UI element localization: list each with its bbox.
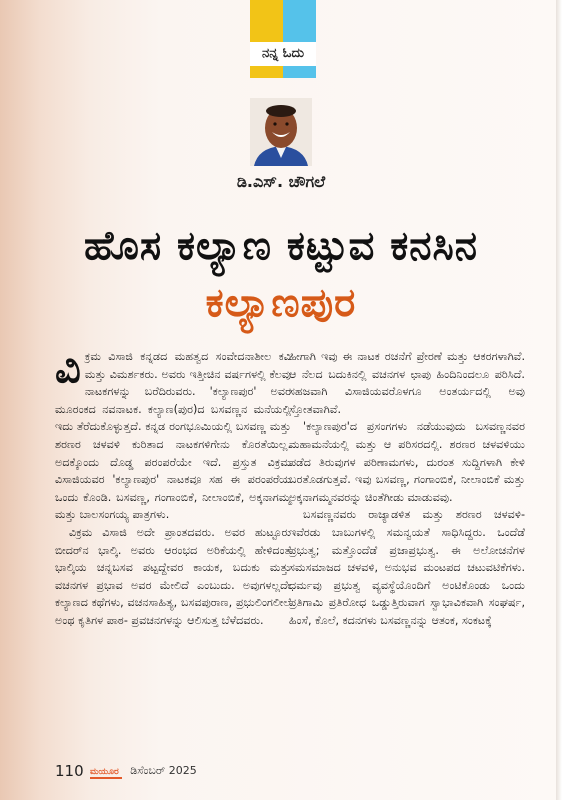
paragraph: ವಿಕ್ರಮ ವಿಸಾಜಿ ಅದೇ ಪ್ರಾಂತದವರು. ಅವರ ಹುಟ್ಟೂರು ಬೀದರ್‌ನ ಭಾಲ್ಕಿ. ಅವರು ಆರಂಭದ ಅರಿಕೆಯಲ್ಲಿ ಹೇಳಿದಂತೆ ಭಾಲ್ಕಿಯ ಚನ್ನಬಸವ ಪಟ್ಟದ್ದೇವರ ಕಾಯಕ, ಬದುಕು ಮತ್ತು ವಚನಗಳ ಪ್ರಭಾವ ಅವರ ಮೇಲಿದೆ ಎಂಬುದು. ಅವುಗಳಲ್ಲದೇ ಕಲ್ಯಾಣದ ಕಥೆಗಳು, ವಚನಸಾಹಿತ್ಯ, ಬಸವಪುರಾಣ, ಪ್ರಭುಲಿಂಗಲೀಲೆ ಅಂಥ ಕೃತಿಗಳ ಪಾಠ- ಪ್ರವಚನಗಳನ್ನು ಆಲಿಸುತ್ತ ಬೆಳೆದವರು. bbox=[55, 525, 291, 627]
logo-blue-block-bottom bbox=[283, 66, 316, 78]
logo-yellow-block-bottom bbox=[250, 66, 283, 78]
magazine-name: ಮಯೂರ bbox=[90, 767, 120, 777]
body-column-left bbox=[55, 348, 291, 630]
page-number: 110 bbox=[55, 762, 84, 780]
column-logo bbox=[250, 0, 316, 78]
paragraph: 'ಕಲ್ಯಾಣಪುರ'ದ ಪ್ರಸಂಗಗಳು ನಡೆಯುವುದು ಬಸವಣ್ಣನವರ ಮಹಾಮನೆಯಲ್ಲಿ ಮತ್ತು ಆ ಪರಿಸರದಲ್ಲಿ. ಶರಣರ ಚಳವಳಿಯು ಪಡೆದ ತಿರುವುಗಳ ಪರಿಣಾಮಗಳು, ದುರಂತ ಸುದ್ದಿಗಳಾಗಿ ಕೇಳಿ ಬರತೊಡಗುತ್ತವೆ. ಇವು ಬಸವಣ್ಣ, ಗಂಗಾಂಬಿಕೆ, ನೀಲಾಂಬಿಕೆ ಮತ್ತು ಅಕ್ಕನಾಗಮ್ಮನವರನ್ನು ಚಿಂತೆಗೀಡು ಮಾಡುವವು. bbox=[289, 420, 525, 504]
issue-date: ಡಿಸೆಂಬರ್ 2025 bbox=[130, 764, 197, 777]
page-edge bbox=[556, 0, 562, 800]
page-footer bbox=[55, 762, 197, 780]
column-name: ನನ್ನ ಓದು bbox=[250, 42, 316, 66]
logo-yellow-block bbox=[250, 0, 283, 42]
author-name: ಡಿ.ಎಸ್. ಚೌಗಲೆ bbox=[236, 172, 326, 191]
magazine-logo bbox=[90, 763, 122, 779]
article-title-line1: ಹೊಸ ಕಲ್ಯಾಣ ಕಟ್ಟುವ ಕನಸಿನ bbox=[84, 223, 478, 269]
paragraph bbox=[55, 348, 291, 524]
paragraph-text: ಕ್ರಮ ವಿಸಾಜಿ ಕನ್ನಡದ ಮಹತ್ವದ ಸಂವೇದನಾಶೀಲ ಕವಿ ಮತ್ತು ವಿಮರ್ಶಕರು. ಅವರು ಇತ್ತೀಚಿನ ವರ್ಷಗಳಲ್ಲಿ ಕೆಲವು ನಾಟಕಗಳನ್ನು ಬರೆದಿರುವರು. 'ಕಲ್ಯಾಣಪುರ' ಅವರ ಮೂರಂಕದ ನವನಾಟಕ. ಕಲ್ಯಾಣ(ಪುರ)ದ ಬಸವಣ್ಣನ ಮನೆಯಲ್ಲಿ ಇದು ತೆರೆದುಕೊಳ್ಳುತ್ತದೆ. ಕನ್ನಡ ರಂಗಭೂಮಿಯಲ್ಲಿ ಬಸವಣ್ಣ ಮತ್ತು ಶರಣರ ಚಳವಳಿ ಕುರಿತಾದ ನಾಟಕಗಳಿಗೇನು ಕೊರತೆಯಿಲ್ಲ. ಅದಕ್ಕೊಂದು ದೊಡ್ಡ ಪರಂಪರೆಯೇ ಇದೆ. ಪ್ರಸ್ತುತ ವಿಕ್ರಮ ವಿಸಾಜಿಯವರ 'ಕಲ್ಯಾಣಪುರ' ನಾಟಕವೂ ಸಹ ಈ ಪರಂಪರೆಯ ಒಂದು ಕೊಂಡಿ. ಬಸವಣ್ಣ, ಗಂಗಾಂಬಿಕೆ, ನೀಲಾಂಬಿಕೆ, ಅಕ್ಕನಾಗಮ್ಮ ಮತ್ತು ಬಾಲಸಂಗಯ್ಯ ಪಾತ್ರಗಳು. bbox=[55, 350, 291, 522]
body-column-right bbox=[289, 348, 525, 630]
logo-blue-block bbox=[283, 0, 316, 42]
author-photo bbox=[250, 98, 312, 166]
drop-cap: ವಿ bbox=[55, 346, 81, 392]
paragraph: ಹೀಗಾಗಿ ಇವು ಈ ನಾಟಕ ರಚನೆಗೆ ಪ್ರೇರಣೆ ಮತ್ತು ಆಕರಗಳಾಗಿವೆ. ಆ ನೆಲದ ಬದುಕಿನಲ್ಲಿ ವಚನಗಳ ಛಾಪು ಹಿಂದಿನಿಂದಲೂ ಪರಿಸಿದೆ. ಸಹಜವಾಗಿ ವಿಸಾಜಿಯವರೊಳಗೂ ಅಂತರ್ಯದಲ್ಲಿ ಅವು ಸ್ತೋತವಾಗಿವೆ. bbox=[289, 350, 525, 416]
paragraph: ಬಸವಣ್ಣನವರು ರಾಜ್ಯಾಡಳಿತ ಮತ್ತು ಶರಣರ ಚಳವಳಿ- ಇವೆರಡು ಬಾಬುಗಳಲ್ಲಿ ಸಮನ್ವಯತೆ ಸಾಧಿಸಿದ್ದರು. ಒಂದೆಡೆ ಪ್ರಭುತ್ವ; ಮತ್ತೊಂದೆಡೆ ಪ್ರಜಾಪ್ರಭುತ್ವ. ಈ ಅಲೋಚನೆಗಳ ಸಮಸಮಾಜದ ಚಳವಳಿ, ಅನುಭವ ಮಂಟಪದ ಚಟುವಟಿಕೆಗಳು. ಧರ್ಮವು ಪ್ರಭುತ್ವ ವ್ಯವಸ್ಥೆಯೊಂದಿಗೆ ಅಂಟಿಕೊಂಡು ಒಂದು ಪ್ರತಿಗಾಮಿ ಪ್ರತಿರೋಧ ಒಡ್ಡುತ್ತಿರುವಾಗ ಸ್ವಾಭಾವಿಕವಾಗಿ ಸಂಘರ್ಷ, ಹಿಂಸೆ, ಕೊಲೆ, ಕದನಗಳು ಬಸವಣ್ಣನನ್ನು ಆತಂಕ, ಸಂಕಟಕ್ಕೆ bbox=[289, 508, 525, 627]
article-title-line2: ಕಲ್ಯಾಣಪುರ bbox=[205, 280, 357, 326]
